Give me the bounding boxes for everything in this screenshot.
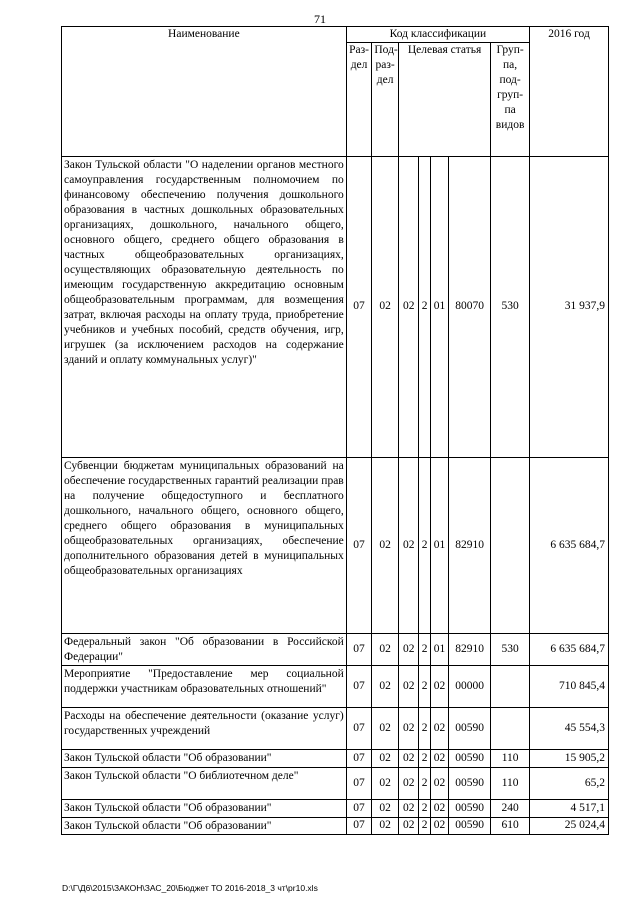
cell-target-main: 01 (430, 633, 448, 665)
cell-podrazdel: 02 (372, 707, 399, 749)
cell-razdel: 07 (346, 156, 372, 457)
cell-target-direction: 00590 (449, 799, 491, 817)
cell-target-main: 01 (430, 457, 448, 633)
table-row (62, 665, 609, 707)
cell-name: Закон Тульской области "Об образовании" (62, 817, 347, 834)
cell-amount: 45 554,3 (530, 707, 609, 749)
cell-razdel: 07 (346, 665, 372, 707)
cell-podrazdel: 02 (372, 633, 399, 665)
cell-amount: 710 845,4 (530, 665, 609, 707)
cell-target-type: 2 (419, 633, 430, 665)
cell-razdel: 07 (346, 767, 372, 799)
cell-target-program: 02 (398, 633, 418, 665)
header-year: 2016 год (530, 27, 609, 157)
cell-group (491, 457, 530, 633)
cell-target-direction: 80070 (449, 156, 491, 457)
cell-group (491, 707, 530, 749)
cell-target-main: 02 (430, 817, 448, 834)
cell-target-program: 02 (398, 799, 418, 817)
table-row (62, 633, 609, 665)
cell-target-type: 2 (419, 799, 430, 817)
page-number: 71 (314, 12, 326, 26)
cell-group: 240 (491, 799, 530, 817)
cell-name: Расходы на обеспечение деятельности (оказание услуг) государственных учреждений (62, 707, 347, 749)
header-row (62, 27, 609, 43)
cell-group: 110 (491, 749, 530, 767)
cell-podrazdel: 02 (372, 817, 399, 834)
cell-target-program: 02 (398, 665, 418, 707)
cell-target-program: 02 (398, 156, 418, 457)
cell-podrazdel: 02 (372, 156, 399, 457)
header-name: Наименование (62, 27, 347, 157)
cell-podrazdel: 02 (372, 749, 399, 767)
cell-group: 610 (491, 817, 530, 834)
cell-razdel: 07 (346, 457, 372, 633)
cell-podrazdel: 02 (372, 799, 399, 817)
cell-name: Закон Тульской области "Об образовании" (62, 799, 347, 817)
cell-target-main: 01 (430, 156, 448, 457)
cell-target-type: 2 (419, 749, 430, 767)
cell-name: Закон Тульской области "Об образовании" (62, 749, 347, 767)
header-group: Груп- па, под- груп- па видов (491, 43, 530, 157)
cell-group (491, 665, 530, 707)
cell-amount: 6 635 684,7 (530, 457, 609, 633)
header-target: Целевая статья (398, 43, 490, 59)
table-row (62, 799, 609, 817)
cell-target-type: 2 (419, 817, 430, 834)
cell-target-program: 02 (398, 457, 418, 633)
cell-target-direction: 82910 (449, 457, 491, 633)
cell-podrazdel: 02 (372, 665, 399, 707)
cell-group: 530 (491, 156, 530, 457)
cell-target-main: 02 (430, 799, 448, 817)
cell-group: 110 (491, 767, 530, 799)
cell-target-direction: 82910 (449, 633, 491, 665)
table-row (62, 707, 609, 749)
cell-name: Федеральный закон "Об образовании в Российской Федерации" (62, 633, 347, 665)
cell-target-direction: 00590 (449, 817, 491, 834)
table-body (62, 156, 609, 834)
cell-target-type: 2 (419, 665, 430, 707)
file-path-footer: D:\Г\Д6\2015\ЗАКОН\ЗАС_20\Бюджет ТО 2016-2018_3 чт\pr10.xls (62, 883, 318, 893)
cell-target-direction: 00590 (449, 767, 491, 799)
table-row (62, 767, 609, 799)
cell-name: Закон Тульской области "О библиотечном деле" (62, 767, 347, 799)
cell-name: Мероприятие "Предоставление мер социальной поддержки участникам образовательных отношений" (62, 665, 347, 707)
header-section: Раз- дел (346, 43, 372, 157)
cell-amount: 65,2 (530, 767, 609, 799)
cell-razdel: 07 (346, 749, 372, 767)
cell-target-direction: 00000 (449, 665, 491, 707)
cell-target-main: 02 (430, 665, 448, 707)
cell-target-direction: 00590 (449, 707, 491, 749)
header-subsection: Под- раз- дел (372, 43, 399, 157)
cell-razdel: 07 (346, 707, 372, 749)
table-row (62, 156, 609, 457)
cell-target-program: 02 (398, 767, 418, 799)
table-row (62, 749, 609, 767)
cell-target-direction: 00590 (449, 749, 491, 767)
cell-target-type: 2 (419, 767, 430, 799)
header-target-spacer (398, 58, 490, 156)
cell-target-main: 02 (430, 707, 448, 749)
cell-target-program: 02 (398, 707, 418, 749)
cell-razdel: 07 (346, 633, 372, 665)
table-row (62, 817, 609, 834)
cell-amount: 25 024,4 (530, 817, 609, 834)
cell-amount: 4 517,1 (530, 799, 609, 817)
cell-target-main: 02 (430, 749, 448, 767)
cell-group: 530 (491, 633, 530, 665)
cell-amount: 15 905,2 (530, 749, 609, 767)
cell-podrazdel: 02 (372, 767, 399, 799)
cell-amount: 6 635 684,7 (530, 633, 609, 665)
budget-table (61, 26, 609, 835)
cell-target-type: 2 (419, 156, 430, 457)
cell-target-type: 2 (419, 457, 430, 633)
cell-name: Закон Тульской области "О наделении органов местного самоуправления государственным полномочием по финансовому обеспечению получения дошкольного образования в частных дошкольных образовательных организациях, дошкольного, начального общего, основного общего, среднего общего образования в частных общеобразовательных организациях, осуществляющих образовательную деятельность по имеющим государственную аккредитацию основным общеобразовательным программам, для возмещения затрат, включая расходы на оплату труда, приобретение учебников и учебных пособий, средств обучения, игр, игрушек (за исключением расходов на содержание зданий и оплату коммунальных услуг)" (62, 156, 347, 457)
cell-target-main: 02 (430, 767, 448, 799)
cell-razdel: 07 (346, 799, 372, 817)
cell-podrazdel: 02 (372, 457, 399, 633)
cell-target-program: 02 (398, 817, 418, 834)
header-code: Код классификации (346, 27, 529, 43)
cell-razdel: 07 (346, 817, 372, 834)
cell-target-type: 2 (419, 707, 430, 749)
table-row (62, 457, 609, 633)
cell-amount: 31 937,9 (530, 156, 609, 457)
cell-name: Субвенции бюджетам муниципальных образований на обеспечение государственных гарантий реализации прав на получение общедоступного и бесплатного дошкольного, начального общего, основного общего, среднего общего образования в муниципальных общеобразовательных организациях, обеспечение дополнительного образования детей в муниципальных общеобразовательных организациях (62, 457, 347, 633)
cell-target-program: 02 (398, 749, 418, 767)
